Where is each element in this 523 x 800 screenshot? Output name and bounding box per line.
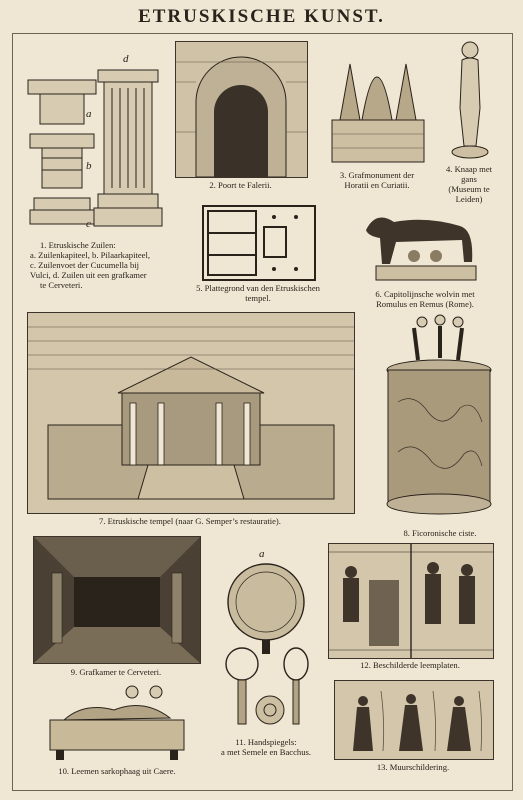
figure-7-caption: 7. Etruskische tempel (naar G. Semper’s restauratie). xyxy=(99,516,281,526)
figure-9-caption: 9. Grafkamer te Cerveteri. xyxy=(70,667,162,677)
figure-11-hand-mirrors xyxy=(216,560,316,736)
figure-2-gate-falerii xyxy=(175,41,308,178)
figure-8-caption: 8. Ficoronische ciste. xyxy=(403,528,477,538)
figure-1-columns xyxy=(24,58,164,238)
figure-7-temple xyxy=(27,312,355,514)
figure-13-caption: 13. Muurschildering. xyxy=(376,762,450,772)
figure-12-caption: 12. Beschilderde leemplaten. xyxy=(360,660,460,670)
page-title: ETRUSKISCHE KUNST. xyxy=(138,6,385,27)
figure-6-capitoline-wolf xyxy=(356,200,486,286)
figure-4-boy-statue xyxy=(446,38,492,162)
figure-6-caption: 6. Capitolijnsche wolvin met Romulus en Remus (Rome). xyxy=(375,289,475,309)
figure-11-caption: 11. Handspiegels: a met Semele en Bacchus. xyxy=(221,737,311,757)
figure-1-letter-c: c xyxy=(86,218,91,230)
figure-11-letter-a: a xyxy=(259,548,265,560)
figure-1-letter-a: a xyxy=(86,108,92,120)
figure-5-caption: 5. Plattegrond van den Etruskischen tempel. xyxy=(196,283,320,303)
figure-1-letter-d: d xyxy=(123,53,129,65)
figure-9-tomb-chamber xyxy=(33,536,201,664)
figure-2-caption: 2. Poort te Falerii. xyxy=(209,180,272,190)
figure-3-caption: 3. Grafmonument der Horatii en Curiatii. xyxy=(339,170,415,190)
figure-13-wall-painting xyxy=(334,680,494,760)
figure-1-caption: 1. Etruskische Zuilen: a. Zuilenkapiteel, b. Pilaarkapiteel, c. Zuilenvoet der Cucumella bij Vulci, d. Zuilen uit een grafkamer te Cerveteri. xyxy=(30,240,151,290)
figure-1-letter-b: b xyxy=(86,160,92,172)
figure-10-sarcophagus xyxy=(44,680,190,762)
figure-8-ficoroni-cista xyxy=(384,312,494,524)
figure-10-caption: 10. Leemen sarkophaag uit Caere. xyxy=(58,766,176,776)
figure-4-caption: 4. Knaap met gans (Museum te Leiden) xyxy=(445,164,493,204)
figure-12-painted-plates xyxy=(328,543,494,659)
figure-5-floor-plan xyxy=(202,205,316,281)
figure-3-monument xyxy=(322,38,432,166)
